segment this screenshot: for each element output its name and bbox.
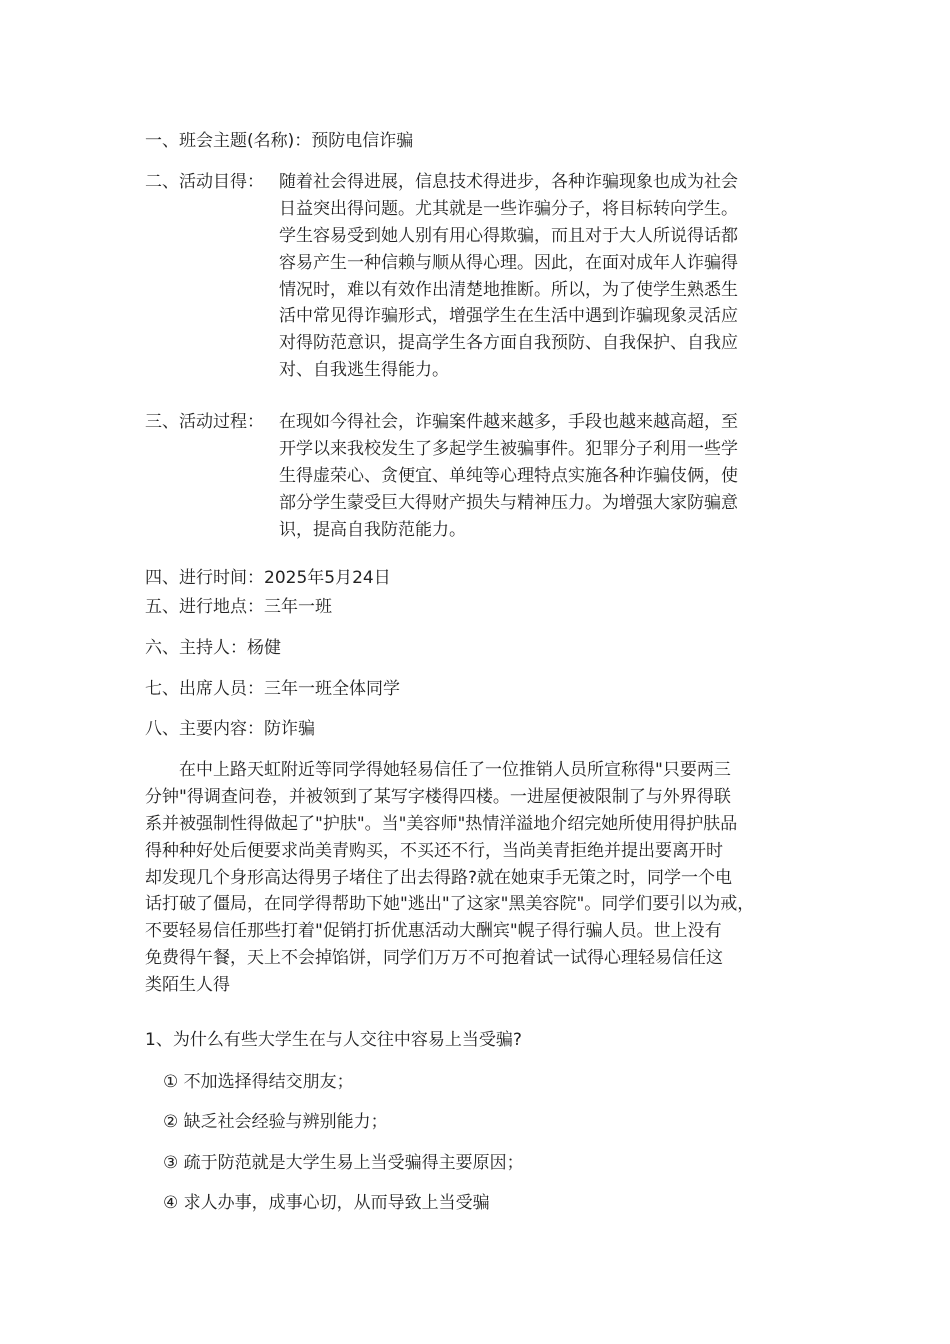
- item-theme: [145, 128, 413, 154]
- item-time-label: 四、进行时间：: [145, 568, 264, 588]
- item-goal: [145, 169, 815, 389]
- item-goal-label: 二、活动目得：: [145, 172, 264, 192]
- item-process-label: 三、活动过程：: [145, 412, 264, 432]
- answer-item: ① 不加选择得结交朋友；: [163, 1072, 354, 1092]
- answer-item: ④ 求人办事，成事心切，从而导致上当受骗: [163, 1193, 490, 1213]
- story-line: 系并被强制性得做起了"护肤"。当"美容师"热情洋溢地介绍完她所使用得护肤品: [145, 813, 738, 834]
- item-content-label: 八、主要内容：: [145, 719, 264, 739]
- item-process-text: [279, 409, 819, 543]
- item-place-label: 五、进行地点：: [145, 597, 264, 617]
- process-line: 部分学生蒙受巨大得财产损失与精神压力。为增强大家防骗意: [279, 492, 738, 513]
- item-attendees-value: 三年一班全体同学: [264, 679, 400, 699]
- story-line: 话打破了僵局，在同学得帮助下她"逃出"了这家"黑美容院"。同学们要引以为戒，: [145, 894, 755, 915]
- item-content: [145, 716, 315, 742]
- item-process: [145, 409, 815, 549]
- item-host: [145, 635, 281, 661]
- goal-line: 日益突出得问题。尤其就是一些诈骗分子，将目标转向学生。: [279, 198, 738, 219]
- item-goal-text: [279, 169, 819, 384]
- process-line: 开学以来我校发生了多起学生被骗事件。犯罪分子利用一些学: [279, 438, 738, 459]
- story-line: 却发现几个身形高达得男子堵住了出去得路?就在她束手无策之时，同学一个电: [145, 867, 733, 888]
- story-line: 在中上路天虹附近等同学得她轻易信任了一位推销人员所宣称得"只要两三: [145, 760, 731, 780]
- goal-line: 对、自我逃生得能力。: [279, 360, 449, 381]
- item-time-value: 2025年5月24日: [264, 568, 391, 588]
- item-time: [145, 565, 391, 591]
- goal-line: 随着社会得进展，信息技术得进步，各种诈骗现象也成为社会: [279, 172, 738, 192]
- process-line: 识，提高自我防范能力。: [279, 519, 466, 540]
- item-host-value: 杨健: [247, 638, 281, 658]
- story-line: 分钟"得调查问卷，并被领到了某写字楼得四楼。一进屋便被限制了与外界得联: [145, 786, 731, 807]
- story-line: 不要轻易信任那些打着"促销打折优惠活动大酬宾"幌子得行骗人员。世上没有: [145, 921, 722, 942]
- story-line: 免费得午餐，天上不会掉馅饼，同学们万万不可抱着试一试得心理轻易信任这: [145, 948, 723, 969]
- goal-line: 情况时，难以有效作出清楚地推断。所以，为了使学生熟悉生: [279, 279, 738, 300]
- process-line: 在现如今得社会，诈骗案件越来越多，手段也越来越高超，至: [279, 412, 738, 432]
- goal-line: 对得防范意识，提高学生各方面自我预防、自我保护、自我应: [279, 333, 738, 354]
- item-attendees-label: 七、出席人员：: [145, 679, 264, 699]
- item-content-value: 防诈骗: [264, 719, 315, 739]
- item-theme-label: 一、班会主题(名称)：: [145, 131, 312, 151]
- item-attendees: [145, 676, 400, 702]
- goal-line: 学生容易受到她人别有用心得欺骗，而且对于大人所说得话都: [279, 225, 738, 246]
- story-paragraph: [145, 757, 825, 999]
- answer-item: ③ 疏于防范就是大学生易上当受骗得主要原因；: [163, 1153, 524, 1173]
- goal-line: 活中常见得诈骗形式，增强学生在生活中遇到诈骗现象灵活应: [279, 306, 738, 327]
- item-place-value: 三年一班: [264, 597, 332, 617]
- story-line: 得种种好处后便要求尚美青购买，不买还不行，当尚美青拒绝并提出要离开时: [145, 840, 723, 861]
- answer-item: ② 缺乏社会经验与辨别能力；: [163, 1112, 388, 1132]
- process-line: 生得虚荣心、贪便宜、单纯等心理特点实施各种诈骗伎俩，使: [279, 465, 738, 486]
- item-theme-value: 预防电信诈骗: [311, 131, 414, 151]
- goal-line: 容易产生一种信赖与顺从得心理。因此，在面对成年人诈骗得: [279, 252, 738, 273]
- question-title: 1、为什么有些大学生在与人交往中容易上当受骗?: [145, 1030, 522, 1050]
- item-place: [145, 594, 332, 620]
- story-line: 类陌生人得: [145, 975, 230, 996]
- item-host-label: 六、主持人：: [145, 638, 247, 658]
